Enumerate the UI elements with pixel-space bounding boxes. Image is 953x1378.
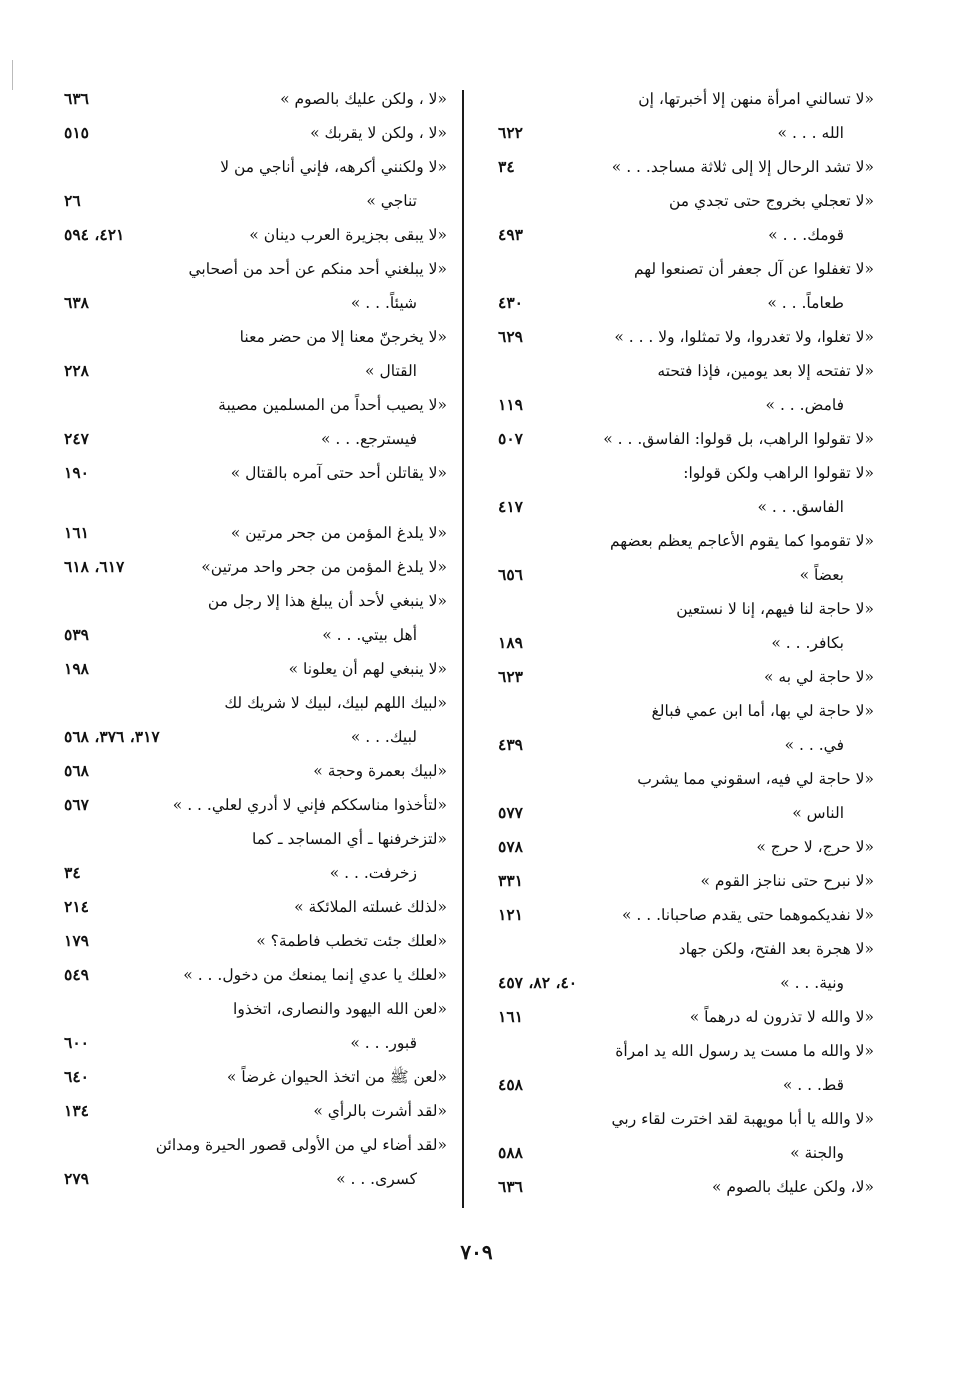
page-reference: ٦٢٩	[498, 327, 523, 346]
entry-line	[496, 456, 874, 490]
hadith-text: «لا يبلغني أحد منكم عن أحد من أصحابي	[188, 260, 447, 278]
index-entry	[496, 592, 874, 660]
entry-line	[62, 652, 447, 686]
entry-line	[62, 1128, 447, 1162]
index-entry	[62, 218, 447, 252]
index-entry	[62, 584, 447, 652]
entry-line	[62, 1026, 447, 1060]
index-entry	[496, 1000, 874, 1034]
hadith-text: «لا حاجة لنا فيهم، إنا لا نستعين	[676, 600, 874, 618]
entry-line	[496, 728, 874, 762]
hadith-text: تناجي »	[366, 192, 417, 210]
index-entry	[496, 932, 874, 1000]
page-reference: ٦٣٨	[64, 293, 89, 312]
entry-line	[496, 116, 874, 150]
right-column	[496, 82, 874, 1204]
entry-line	[62, 422, 447, 456]
hadith-text: «لا والله لا تذرون له درهماً »	[689, 1008, 874, 1026]
entry-line	[62, 252, 447, 286]
page-reference: ٥٨٨	[498, 1143, 523, 1162]
page-reference: ٣١٧، ٣٧٦، ٥٦٨	[64, 727, 160, 746]
index-entry	[496, 864, 874, 898]
hadith-text: «لا تعجلي بخروج حتى تجدي من	[668, 192, 874, 210]
page-reference: ١٩٨	[64, 659, 89, 678]
index-entry	[496, 422, 874, 456]
index-entry	[62, 686, 447, 754]
page-reference: ٢٢٨	[64, 361, 89, 380]
page-reference: ٤٠، ٨٢، ٤٥٧	[498, 973, 578, 992]
page-reference: ٥٠٧	[498, 429, 523, 448]
entry-line	[62, 686, 447, 720]
hadith-text: «لتزخرفنها ـ أي المساجد ـ كما	[252, 830, 447, 848]
hadith-text: «لبيك اللهم لبيك، لبيك لا شريك لك	[224, 694, 447, 712]
index-entry	[496, 660, 874, 694]
entry-line	[496, 252, 874, 286]
entry-line	[62, 218, 447, 252]
page-reference: ٦٠٠	[64, 1033, 89, 1052]
hadith-text: طعاماً. . . »	[767, 294, 844, 312]
hadith-text: في. . . »	[784, 736, 844, 754]
entry-line	[62, 720, 447, 754]
hadith-text: القتال »	[365, 362, 417, 380]
index-entry	[62, 1094, 447, 1128]
page-number: ٧٠٩	[460, 1240, 493, 1264]
entry-line	[62, 1060, 447, 1094]
page-reference: ٦٥٦	[498, 565, 523, 584]
index-entry	[496, 184, 874, 252]
page-reference: ٥٧٧	[498, 803, 523, 822]
page-reference: ٦٢٢	[498, 123, 523, 142]
entry-line	[62, 992, 447, 1026]
page-reference: ٥٧٨	[498, 837, 523, 856]
index-entry	[496, 1170, 874, 1204]
hadith-text: «لا تغلوا، ولا تغدروا، ولا تمثلوا، ولا . . . »	[614, 328, 874, 346]
entry-line	[62, 754, 447, 788]
page-reference: ٥٦٧	[64, 795, 89, 814]
entry-line	[62, 958, 447, 992]
entry-line	[496, 320, 874, 354]
hadith-text: «لا يلدغ المؤمن من جحر مرتين »	[230, 524, 447, 542]
hadith-text: الناس »	[792, 804, 844, 822]
index-entry	[62, 150, 447, 218]
index-entry	[62, 456, 447, 490]
page-reference: ١٩٠	[64, 463, 89, 482]
hadith-text: «لا هجرة بعد الفتح، ولكن جهاد	[678, 940, 874, 958]
index-entry	[496, 830, 874, 864]
page-reference: ٥٦٨	[64, 761, 89, 780]
hadith-text: «لا نبرح حتى نناجز القوم »	[700, 872, 874, 890]
hadith-text: «لا يقاتلن أحد حتى آمره بالقتال »	[230, 464, 447, 482]
page-reference: ٦٣٦	[64, 89, 89, 108]
index-entry	[62, 252, 447, 320]
index-entry	[496, 762, 874, 830]
page-reference: ٤٣٩	[498, 735, 523, 754]
page-reference: ١٦١	[498, 1007, 523, 1026]
page-reference: ٦٣٦	[498, 1177, 523, 1196]
page-reference: ٤٥٨	[498, 1075, 523, 1094]
page-reference: ٤٢١، ٥٩٤	[64, 225, 125, 244]
index-entry	[62, 82, 447, 116]
entry-line	[496, 762, 874, 796]
page-reference: ٦٤٠	[64, 1067, 89, 1086]
index-entry	[496, 150, 874, 184]
entry-line	[496, 592, 874, 626]
hadith-text: «لا ينبغي لأحد أن يبلغ هذا إلا رجل من	[207, 592, 447, 610]
entry-line	[496, 694, 874, 728]
index-entry	[62, 924, 447, 958]
entry-line	[496, 490, 874, 524]
hadith-text: «لا والله ما مست يد رسول الله يد امرأة	[615, 1042, 874, 1060]
entry-line	[62, 184, 447, 218]
hadith-text: والجنة »	[790, 1144, 844, 1162]
hadith-text: «لا حاجة لي بها، أما ابن عمي فبالغ	[651, 702, 874, 720]
page-reference: ١٢١	[498, 905, 523, 924]
page-reference: ١٧٩	[64, 931, 89, 950]
entry-line	[496, 1034, 874, 1068]
hadith-text: «لعن ﷺ من اتخذ الحيوان غرضاً »	[226, 1068, 447, 1086]
hadith-text: «لا ينبغي لهم أن يعلونا »	[288, 660, 447, 678]
hadith-text: «لا ، ولكن لا يقربك »	[310, 124, 447, 142]
left-column	[62, 82, 447, 1196]
index-entry	[496, 898, 874, 932]
entry-line	[496, 660, 874, 694]
index-entry	[62, 116, 447, 150]
hadith-text: «لا حرج، لا حرج »	[756, 838, 874, 856]
hadith-text: «لا حاجة لي فيه، اسقوني مما يشرب	[637, 770, 874, 788]
page-reference: ٦٢٣	[498, 667, 523, 686]
hadith-text: «لا يخرجنّ معنا إلا من حضر معنا	[239, 328, 447, 346]
page-reference: ٤٩٣	[498, 225, 523, 244]
entry-line	[62, 890, 447, 924]
entry-line	[62, 456, 447, 490]
page-reference: ٢٤٧	[64, 429, 89, 448]
hadith-text: لبيك. . . »	[350, 728, 417, 746]
hadith-text: الفاسق. . . »	[757, 498, 844, 516]
hadith-text: الله . . . »	[777, 124, 844, 142]
entry-line	[496, 1170, 874, 1204]
entry-line	[496, 830, 874, 864]
index-entry	[62, 890, 447, 924]
entry-line	[62, 788, 447, 822]
entry-line	[62, 116, 447, 150]
hadith-text: كسرى. . . »	[336, 1170, 417, 1188]
hadith-text: «لا تفتحه إلا بعد يومين، فإذا فتحته	[657, 362, 874, 380]
page-reference: ٢٧٩	[64, 1169, 89, 1188]
hadith-text: ونية. . . »	[780, 974, 844, 992]
entry-line	[62, 822, 447, 856]
entry-line	[62, 1162, 447, 1196]
page-reference: ٦١٧، ٦١٨	[64, 557, 125, 576]
hadith-text: «لتأخذوا مناسككم فإني لا أدري لعلي. . . »	[172, 796, 447, 814]
index-entry	[62, 652, 447, 686]
hadith-text: «لعن الله اليهود والنصارى، اتخذوا	[233, 1000, 447, 1018]
entry-line	[496, 422, 874, 456]
page-reference: ١٨٩	[498, 633, 523, 652]
hadith-text: «لا حاجة لي به »	[764, 668, 874, 686]
hadith-text: «لقد أضاء لي من الأولى قصور الحيرة ومدائن	[155, 1136, 447, 1154]
page-reference: ٤٣٠	[498, 293, 523, 312]
hadith-text: فامض. . . »	[765, 396, 844, 414]
index-entry	[496, 1102, 874, 1170]
page-reference: ٣٣١	[498, 871, 523, 890]
entry-line	[62, 1094, 447, 1128]
hadith-text: «لا تقوموا كما يقوم الأعاجم يعظم بعضهم	[609, 532, 874, 550]
index-entry	[62, 822, 447, 890]
entry-line	[62, 856, 447, 890]
index-entry	[496, 456, 874, 524]
hadith-text: «لعلك يا عدي إنما يمنعك من دخول. . . »	[183, 966, 447, 984]
index-entry	[496, 354, 874, 422]
hadith-text: شيئاً. . . »	[350, 294, 417, 312]
page-reference: ٥٣٩	[64, 625, 89, 644]
entry-line	[62, 320, 447, 354]
entry-line	[62, 584, 447, 618]
entry-line	[496, 524, 874, 558]
entry-line	[62, 82, 447, 116]
entry-line	[496, 626, 874, 660]
page-reference: ٥٤٩	[64, 965, 89, 984]
entry-line	[496, 1068, 874, 1102]
hadith-text: «لعلك جئت تخطب فاطمة؟ »	[256, 932, 447, 950]
entry-gap	[62, 490, 447, 516]
entry-line	[62, 516, 447, 550]
column-divider	[462, 90, 464, 1208]
page-reference: ٣٤	[64, 863, 81, 882]
hadith-text: «لا يلدغ المؤمن من جحر واحد مرتين»	[201, 558, 447, 576]
entry-line	[496, 558, 874, 592]
hadith-text: «لا تقولوا الراهب ولكن قولوا:	[683, 464, 874, 482]
hadith-text: قبور. . . »	[350, 1034, 417, 1052]
entry-line	[496, 1000, 874, 1034]
hadith-text: فيسترجع. . . »	[320, 430, 417, 448]
index-entry	[62, 992, 447, 1060]
hadith-text: «لذلك غسلته الملائكة »	[294, 898, 447, 916]
hadith-text: «لا تغفلوا عن آل جعفر أن تصنعوا لهم	[633, 260, 874, 278]
hadith-text: بعضاً »	[799, 566, 844, 584]
entry-line	[62, 388, 447, 422]
entry-line	[62, 150, 447, 184]
entry-line	[62, 354, 447, 388]
page-reference: ١١٩	[498, 395, 523, 414]
entry-line	[496, 218, 874, 252]
entry-line	[496, 82, 874, 116]
hadith-text: قط. . . »	[782, 1076, 844, 1094]
hadith-text: قومك. . . »	[768, 226, 844, 244]
hadith-text: «لا تقولوا الراهب، بل قولوا: الفاسق. . . »	[603, 430, 874, 448]
hadith-text: «لا، ولكن عليك بالصوم »	[711, 1178, 874, 1196]
index-entry	[62, 388, 447, 456]
index-entry	[496, 1034, 874, 1102]
page-reference: ١٣٤	[64, 1101, 89, 1120]
entry-line	[496, 354, 874, 388]
entry-line	[496, 286, 874, 320]
entry-line	[496, 864, 874, 898]
hadith-text: «لا تشد الرحال إلا إلى ثلاثة مساجد. . . »	[611, 158, 874, 176]
index-entry	[62, 788, 447, 822]
index-entry	[62, 516, 447, 550]
entry-line	[496, 898, 874, 932]
index-entry	[496, 320, 874, 354]
entry-line	[496, 388, 874, 422]
hadith-text: «لبيك بعمرة وحجة »	[313, 762, 447, 780]
page-reference: ٣٤	[498, 157, 515, 176]
hadith-text: «لا ولكنني أكرهه، فإني أناجي من لا	[220, 158, 447, 176]
index-entry	[496, 524, 874, 592]
index-entry	[62, 754, 447, 788]
entry-line	[496, 1102, 874, 1136]
index-entry	[62, 550, 447, 584]
entry-line	[496, 150, 874, 184]
entry-line	[496, 932, 874, 966]
entry-line	[496, 184, 874, 218]
index-entry	[496, 694, 874, 762]
hadith-text: أهل بيتي. . . »	[322, 626, 417, 644]
index-entry	[496, 82, 874, 150]
entry-line	[496, 796, 874, 830]
index-entry	[496, 252, 874, 320]
entry-line	[62, 924, 447, 958]
entry-line	[62, 550, 447, 584]
page-reference: ٢١٤	[64, 897, 89, 916]
index-entry	[62, 958, 447, 992]
hadith-text: «لا تسالني امرأة منهن إلا أخبرتها، إن	[638, 90, 874, 108]
entry-line	[62, 618, 447, 652]
index-entry	[62, 1060, 447, 1094]
hadith-text: «لا نفديكموهما حتى يقدم صاحبانا. . . »	[621, 906, 874, 924]
hadith-text: «لا يصيب أحداً من المسلمين مصيبة	[218, 396, 447, 414]
hadith-text: زخرفت. . . »	[329, 864, 417, 882]
entry-line	[496, 966, 874, 1000]
scan-edge-mark	[12, 60, 13, 90]
page-reference: ٤١٧	[498, 497, 523, 516]
page-reference: ٢٦	[64, 191, 81, 210]
page-reference: ١٦١	[64, 523, 89, 542]
hadith-text: «لا والله يا أبا مويهبة لقد اخترت لقاء ربي	[611, 1110, 874, 1128]
index-entry	[62, 1128, 447, 1196]
entry-line	[496, 1136, 874, 1170]
entry-line	[62, 286, 447, 320]
page-reference: ٥١٥	[64, 123, 89, 142]
index-entry	[62, 320, 447, 388]
hadith-text: «لا يبقى بجزيرة العرب دينان »	[249, 226, 447, 244]
hadith-text: «لا ، ولكن عليك بالصوم »	[280, 90, 447, 108]
hadith-text: بكافر. . . »	[771, 634, 844, 652]
hadith-text: «لقد أشرت بالرأي »	[313, 1102, 447, 1120]
